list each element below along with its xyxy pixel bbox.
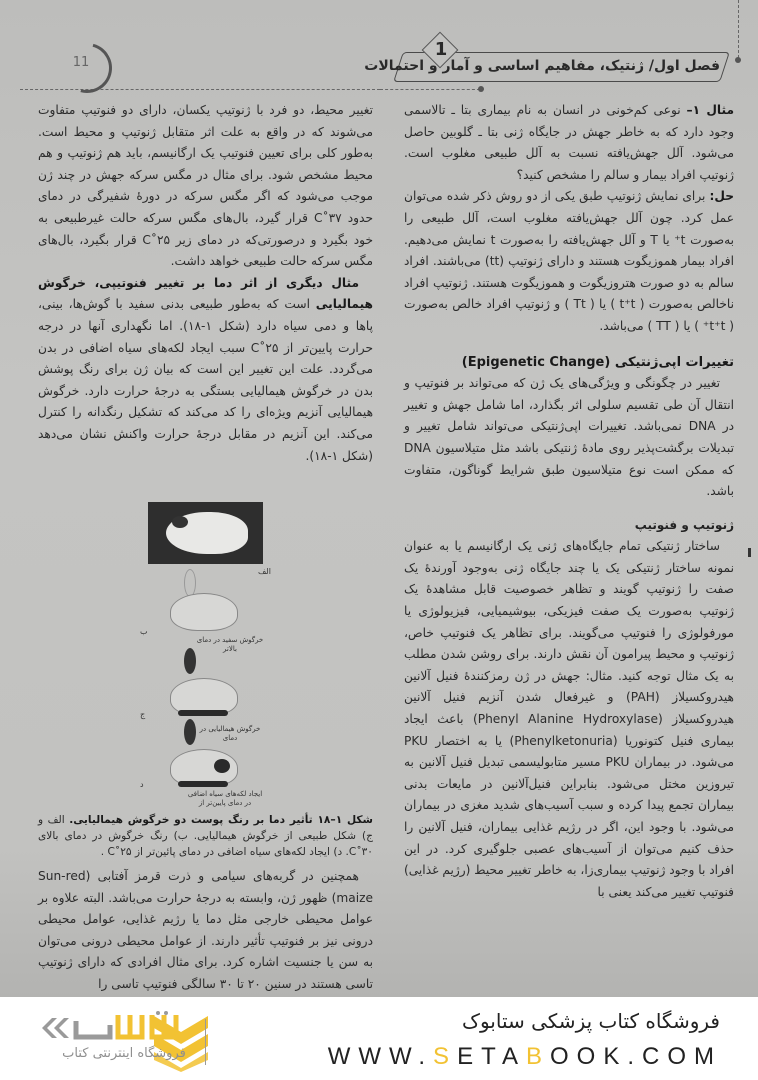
left-paragraph-1: تغییر محیط، دو فرد با ژنوتیپ یکسان، دارای دو فنوتیپ متفاوت می‌شوند که در واقع به علت اثر متقابل ژنوتیپ و محیط است. به‌طور کلی برای تعیین فنوتیپ یک ارگانیسم، باید هم ژنوتیپ و هم محیط مشخص شود. برای مثال در مگس سرکه جهش در چند ژن موجب می‌شود که اگر مگس سرکه در دورهٔ شفیرگی در دمای حدود ۳۷˚C قرار گیرد، بال‌های مگس سرکه حالت غیرطبیعی به خود بگیرد و درصورتی‌که در دمای زیر ۲۵˚C قرار بگیرد، بال‌های مگس سرکه حالت طبیعی خواهد داشت. xyxy=(38,103,374,269)
header-dot xyxy=(735,57,741,63)
figure-label-a: الف xyxy=(258,567,271,576)
right-column xyxy=(404,100,734,903)
setabook-wordmark-logo-icon xyxy=(40,1011,195,1045)
header-rule-dot xyxy=(478,86,484,92)
url-part-5: OOK.COM xyxy=(549,1043,722,1070)
url-part-2: S xyxy=(433,1043,458,1070)
header-rule-right xyxy=(380,89,480,90)
page-number: 11 xyxy=(72,55,90,70)
figure-label-c: ج xyxy=(140,710,146,719)
figure-caption-b: خرگوش سفید در دمای بالاتر xyxy=(196,636,264,653)
logo-subtitle: فروشگاه اینترنتی کتاب xyxy=(62,1046,186,1061)
chapter-number: 1 xyxy=(434,39,448,60)
url-part-3: ETA xyxy=(457,1043,526,1070)
figure-caption xyxy=(38,812,373,860)
rabbit-photo xyxy=(148,502,263,564)
figure-caption-c: خرگوش هیمالیایی در دمای xyxy=(199,725,261,742)
example-label: مثال ۱– xyxy=(686,103,735,117)
left-column xyxy=(38,100,373,467)
store-url[interactable] xyxy=(328,1043,722,1071)
url-part-1: WWW. xyxy=(327,1043,434,1070)
url-part-4: B xyxy=(525,1043,550,1070)
figure-label-b: ب xyxy=(140,627,148,636)
solution-label: حل: xyxy=(709,189,734,204)
example-paragraph xyxy=(404,100,734,186)
left-paragraph-2 xyxy=(38,273,373,467)
rabbit-himalayan-ear xyxy=(184,648,196,674)
solution-text: برای نمایش ژنوتیپ طبق یکی از دو روش ذکر شده می‌توان عمل کرد. چون آلل جهش‌یافته مغلوب است، آلل طبیعی را به‌صورت t⁺ یا T و آلل جهش‌یافته را به‌صورت t نمایش می‌دهیم. افراد بیمار هموزیگوت هستند و دارای ژنوتیپ (tt) می‌باشند. افراد سالم به دو صورت هتروزیگوت و هموزیگوت هستند. ژنوتیپ افراد ناخالص به‌صورت ( t⁺t ) یا ( Tt ) و ژنوتیپ افراد خالص به‌صورت ( t⁺t⁺ ) یا ( TT ) می‌باشد. xyxy=(404,189,734,333)
rabbit-white-body xyxy=(170,593,238,631)
solution-paragraph xyxy=(404,186,734,337)
store-footer-banner xyxy=(0,997,758,1080)
figure-caption-text: الف و ج) شکل طبیعی از خرگوش هیمالیایی. ب) رنگ خرگوش در دمای بالای ۳۰˚C. د) ایجاد لکه‌های سیاه اضافی در دمای پائین‌تر از ۲۵˚C . xyxy=(38,814,373,858)
himalayan-rabbit-lead: مثال دیگری از اثر دما بر تغییر فنوتیپی، خرگوش هیمالیایی xyxy=(38,275,374,312)
rabbit-spotted-feet xyxy=(178,781,228,787)
genotype-heading: ژنوتیپ و فنوتیپ xyxy=(634,517,734,532)
logo-separator xyxy=(205,1019,206,1065)
example-text: نوعی کم‌خونی در انسان به نام بیماری بتا ـ تالاسمی وجود دارد که به خاطر جهش در جایگاه ژنی بتا ـ گلوبین حاصل می‌شود. آلل جهش‌یافته نسبت به آلل طبیعی مغلوب است. ژنوتیپ افراد بیمار و سالم را مشخص کنید؟ xyxy=(404,103,734,182)
rabbit-himalayan-feet xyxy=(178,710,228,716)
rabbit-spotted-ear xyxy=(184,719,196,745)
figure-label-d: د xyxy=(140,780,144,789)
epigenetic-paragraph: تغییر در چگونگی و ویژگی‌های یک ژن که می‌تواند بر فنوتیپ و انتقال آن طی تقسیم سلولی اثر بگذارد، اما شامل جهش و تغییر در DNA نمی‌باشد. تغییرات اپی‌ژنتیکی می‌تواند شامل تغییر و تبدیلات برگشت‌پذیر روی مادهٔ ژنتیکی باشد مثل متیلاسیون DNA که ممکن است نوع متیلاسیون طبق شرایط گوناگون، متفاوت باشد. xyxy=(404,376,735,499)
left-paragraph-3: همچنین در گربه‌های سیامی و ذرت قرمز آفتابی (Sun-red maize) ظهور ژن، وابسته به درجهٔ حرارت می‌باشد. البته علاوه بر عوامل محیطی خارجی مثل دما یا رژیم غذایی، عوامل محیطی درونی نیز بر فنوتیپ تأثیر دارند. از عوامل محیطی درونی می‌توان به سن یا جنسیت اشاره کرد. برای مثال افرادی که دارای ژنوتیپ تاسی هستند در سنین ۲۰ تا ۳۰ سالگی فنوتیپ تاسی را xyxy=(38,869,373,991)
margin-mark xyxy=(748,548,751,557)
rabbit-spotted-patch xyxy=(214,759,230,773)
chapter-title: فصل اول/ ژنتیک، مفاهیم اساسی و آمار و احتمالات xyxy=(364,58,720,74)
genotype-paragraph: ساختار ژنتیکی تمام جایگاه‌های ژنی یک ارگانیسم یا به عنوان نمونه ساختار ژنتیکی یک یا چند جایگاه ژنی به‌وجود آورندهٔ یک صفت را ژنوتیپ گویند و تظاهر خصوصیت قابل مشاهدهٔ یک ژنوتیپ به‌صورت یک صفت فیزیکی، بیوشیمیایی، فیزیولوژی یا مورفولوژی را فنوتیپ می‌گویند. برای تظاهر یک فنوتیپ خاص، ژنوتیپ و محیط پیرامون آن نقش دارند. برای روشن شدن مطلب به یک مثال توجه کنید. مثال: جهش در ژن رمزکنندهٔ فنیل آلانین هیدروکسیلاز (PAH) و غیرفعال شدن آنزیم فنیل آلانین هیدروکسیلاز (Phenyl Alanine Hydroxylase) باعث ایجاد بیماری فنیل کتونوریا (Phenylketonuria) یا به اختصار PKU می‌شود. در بیماران PKU مسیر متابولیسمی تبدیل فنیل آلانین به تیروزین مختل می‌شود. بنابراین فنیل‌آلانین در مایعات بدنی بیماران تجمع پیدا کرده و سبب آسیب‌های شدید مغزی در بیماران می‌شود. با وجود این، اگر در رژیم غذایی بیماران، فنیل آلانین را حذف کنیم می‌توان از آسیب‌های عصبی جلوگیری کرد. در این افراد با وجود ژنوتیپ بیماری‌زا، به خاطر تغییر محیط (رژیم غذایی) فنوتیپ تغییر می‌کند یعنی با xyxy=(404,539,735,899)
figure-caption-d: ایجاد لکه‌های سیاه اضافی در دمای پایین‌تر از xyxy=(187,790,263,807)
header-vertical-rule xyxy=(738,0,739,58)
himalayan-rabbit-text: است که به‌طور طبیعی بدنی سفید با گوش‌ها، بینی، پاها و دمی سیاه دارد (شکل ۱-۱۸). اما نگهداری آنها در درجه حرارت پایین‌تر از ۲۵˚C سبب ایجاد لکه‌های سیاه اضافی در بدن می‌گردد. علت این تغییر این است که بیان ژن برای رنگ پوشش بدن در خرگوش هیمالیایی بستگی به درجهٔ حرارت دارد. خرگوش هیمالیایی آنزیم ویژه‌ای را کد می‌کند که تشکیل رنگدانه را کنترل می‌کند. این آنزیم در مقابل درجهٔ حرارت واکنش نشان می‌دهد (شکل ۱-۱۸). xyxy=(38,297,373,463)
figure-himalayan-rabbits xyxy=(140,500,271,807)
store-title: فروشگاه کتاب پزشکی ستابوک xyxy=(462,1009,720,1033)
epigenetic-heading: تغییرات اپی‌ژنتیکی (Epigenetic Change) xyxy=(461,354,734,370)
figure-caption-title: شکل ۱–۱۸ تأثیر دما بر رنگ پوست دو خرگوش هیمالیایی. xyxy=(69,814,373,826)
rabbit-photo-ear xyxy=(172,516,188,528)
